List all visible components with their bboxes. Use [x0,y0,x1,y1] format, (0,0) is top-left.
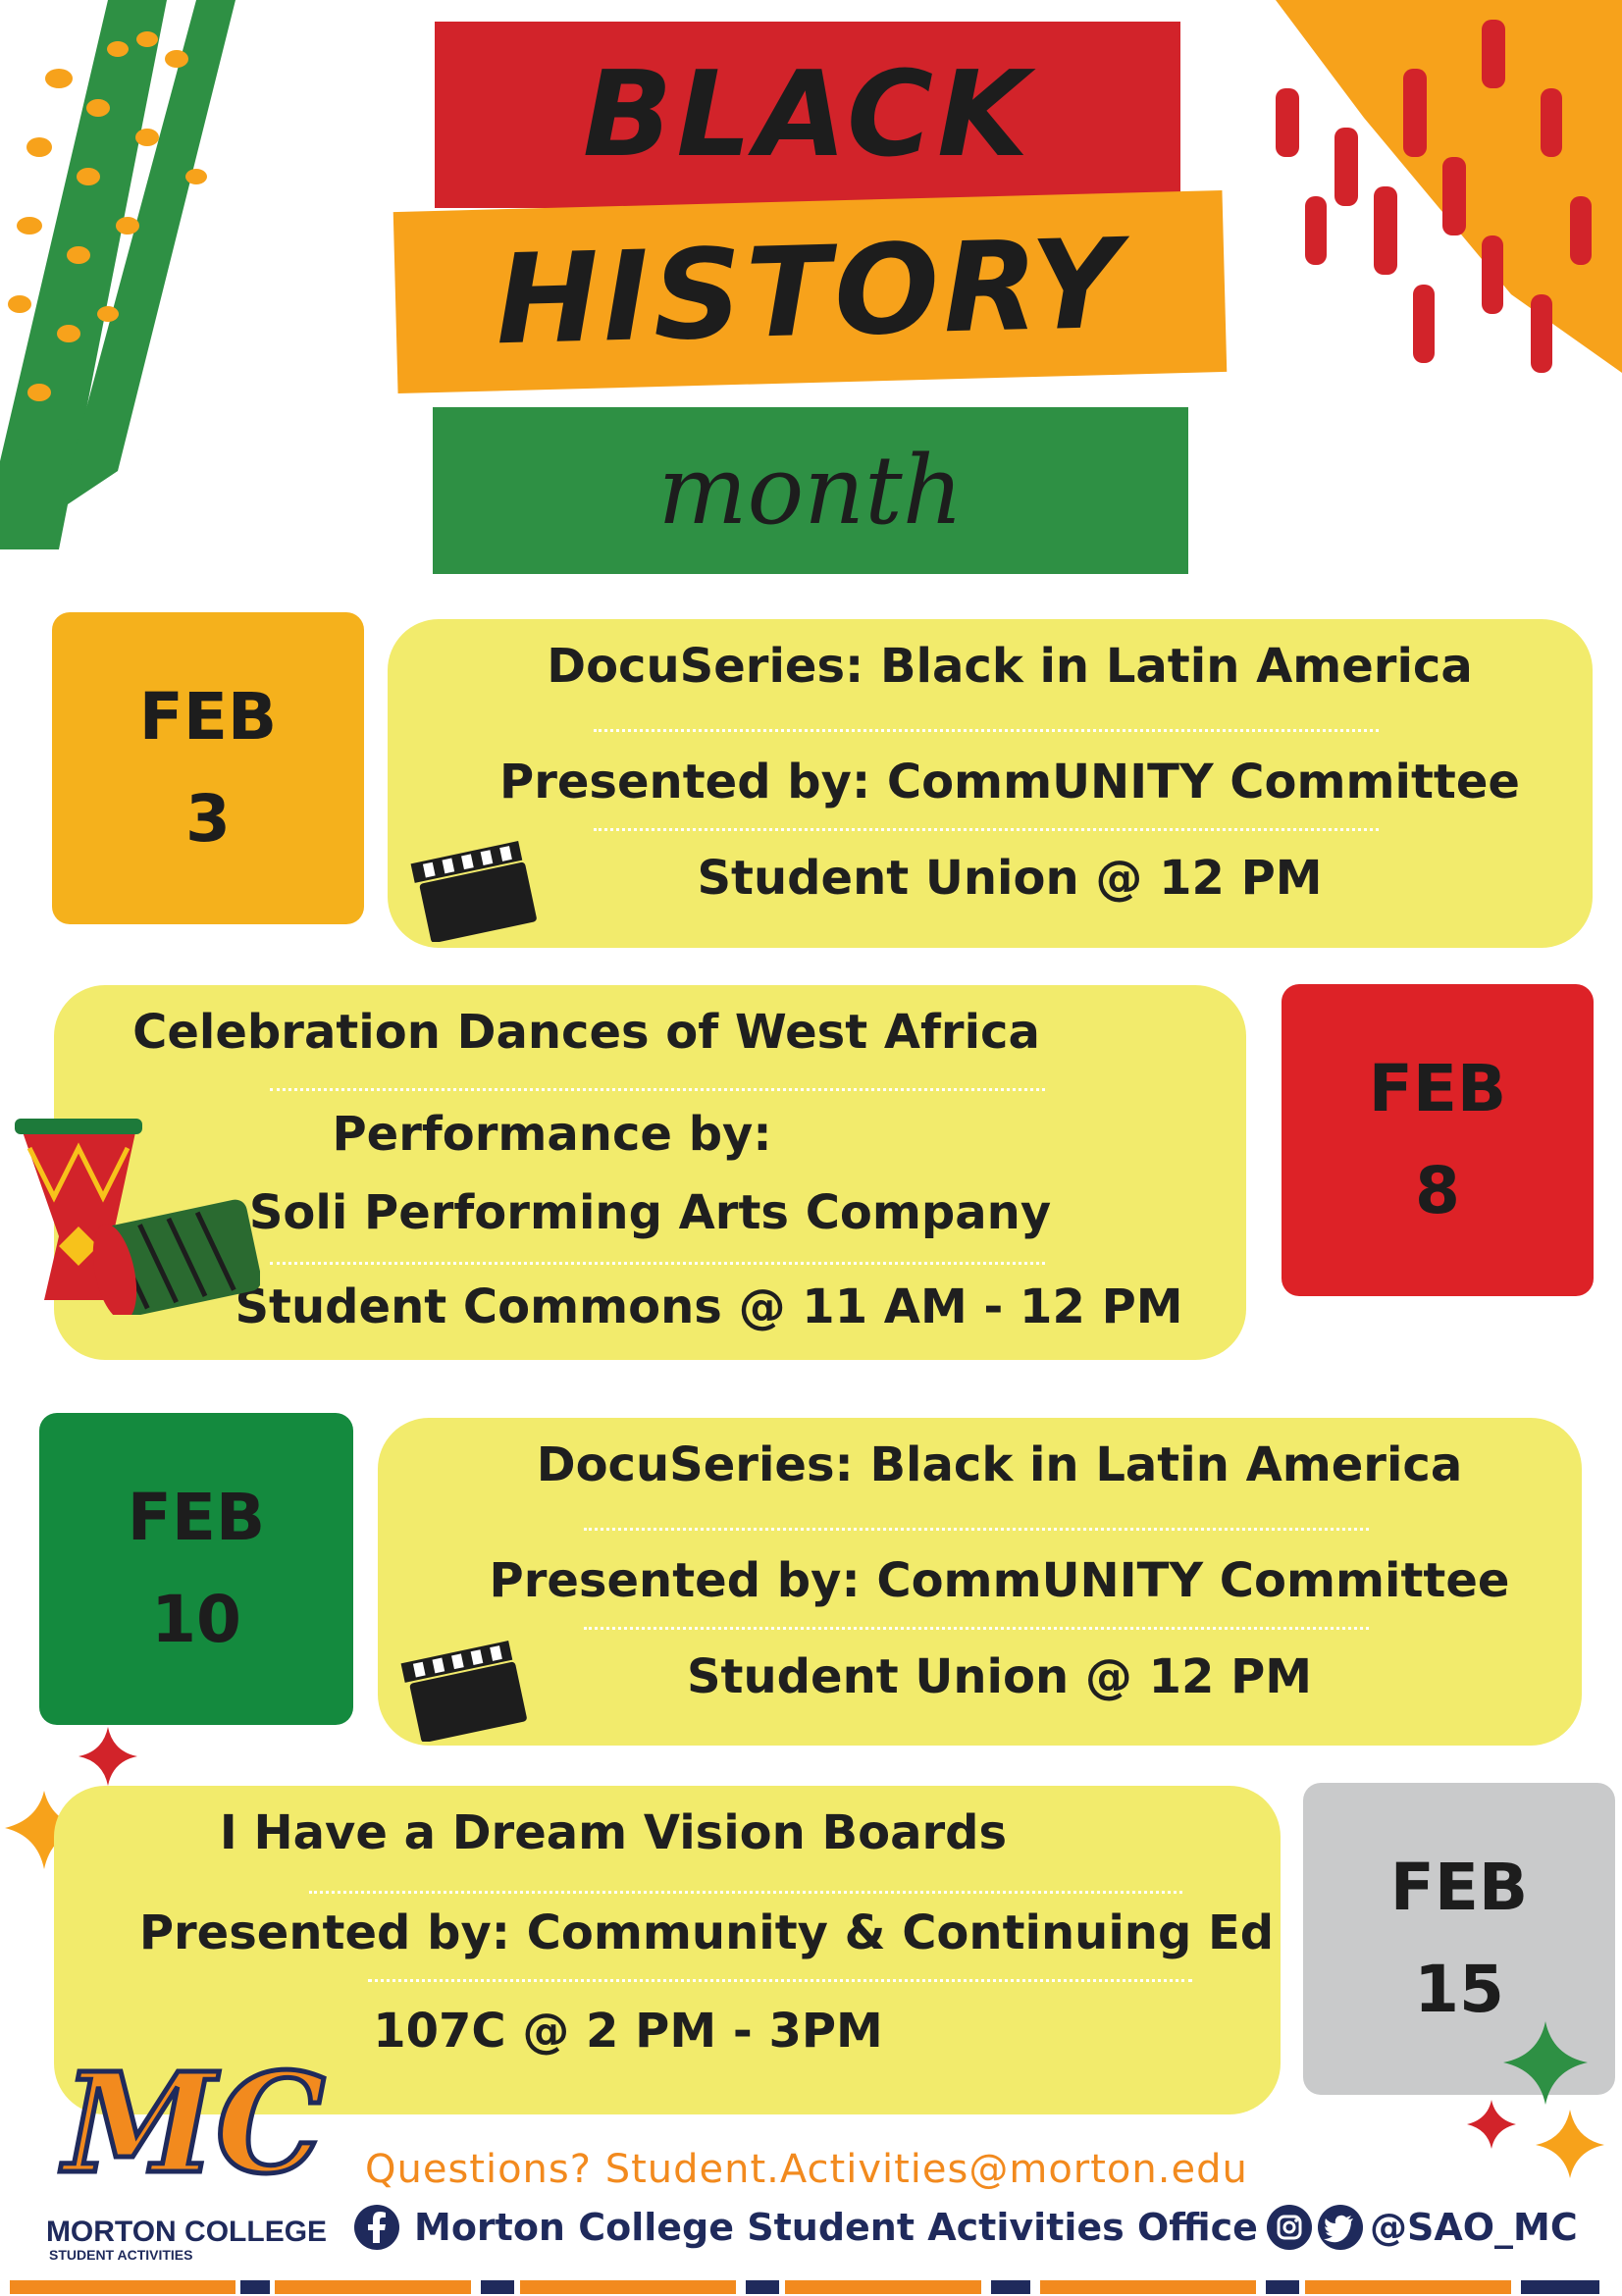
date-month: FEB [1368,1051,1507,1126]
title-month: month [657,436,964,546]
event-title: I Have a Dream Vision Boards [219,1805,1008,1860]
divider [584,1627,1369,1630]
twitter-icon[interactable] [1317,2204,1364,2251]
logo-sub: STUDENT ACTIVITIES [49,2247,193,2263]
event-location: 107C @ 2 PM - 3PM [373,2004,883,2059]
bottom-stripe-decoration [0,2278,1622,2296]
event-presenter: Presented by: CommUNITY Committee [489,1553,1510,1608]
event-title: DocuSeries: Black in Latin America [547,639,1473,694]
divider [270,1088,1045,1091]
divider [270,1262,1045,1265]
event-card-feb-3 [388,619,1593,948]
clapperboard-icon [402,824,540,942]
date-day: 8 [1415,1153,1460,1228]
date-box-feb-10 [39,1413,353,1725]
social-row [353,2203,1578,2252]
morton-college-logo [44,2044,329,2263]
event-location: Student Union @ 12 PM [686,1649,1313,1704]
event-card-feb-10 [378,1418,1582,1746]
event-location: Student Union @ 12 PM [697,851,1323,906]
divider [594,729,1379,732]
date-month: FEB [127,1480,266,1555]
title-band-red [435,22,1180,208]
sparkle-icon [1462,2002,1619,2188]
event-subtitle: Performance by: [332,1107,772,1162]
date-day: 15 [1414,1952,1504,2027]
logo-name: MORTON COLLEGE [45,2216,328,2248]
event-title: Celebration Dances of West Africa [132,1005,1040,1060]
instagram-icon[interactable] [1266,2204,1313,2251]
questions-email[interactable]: Questions? Student.Activities@morton.edu [365,2147,1248,2192]
title-history: HISTORY [494,211,1126,373]
green-brush-decoration [0,0,294,549]
date-box-feb-8 [1282,984,1594,1296]
clapperboard-icon [392,1624,530,1742]
social-handle[interactable]: @SAO_MC [1369,2206,1578,2249]
title-band-orange [393,190,1228,393]
date-box-feb-3 [52,612,364,924]
title-black: BLACK [582,46,1033,183]
divider [594,828,1379,831]
event-location: Student Commons @ 11 AM - 12 PM [235,1279,1183,1334]
divider [309,1891,1182,1894]
date-month: FEB [138,679,278,755]
event-presenter: Presented by: CommUNITY Committee [499,755,1520,809]
logo-letters: MC [64,2044,326,2205]
divider [368,1979,1192,1982]
divider [584,1528,1369,1531]
facebook-icon[interactable] [353,2204,400,2251]
date-day: 3 [185,781,231,857]
drums-icon [15,1119,260,1315]
title-band-green [433,407,1188,574]
event-performer: Soli Performing Arts Company [248,1185,1052,1240]
orange-brush-decoration [1217,0,1622,491]
event-title: DocuSeries: Black in Latin America [536,1437,1463,1492]
date-month: FEB [1389,1850,1529,1925]
facebook-page-name[interactable]: Morton College Student Activities Office [414,2206,1258,2249]
event-presenter: Presented by: Community & Continuing Ed [138,1905,1275,1960]
date-day: 10 [151,1582,241,1657]
